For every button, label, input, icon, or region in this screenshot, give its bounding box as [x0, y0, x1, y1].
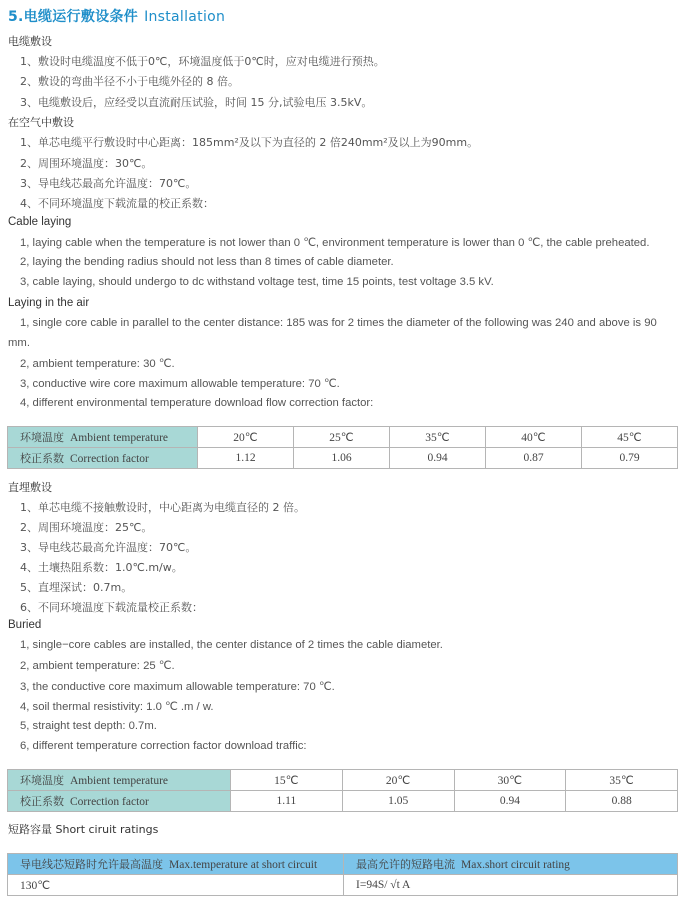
title-en: Installation	[144, 9, 226, 25]
list-item: 2, ambient temperature: 30 ℃.	[20, 358, 175, 370]
table-cell: 20℃	[342, 770, 454, 791]
list-item: 2, laying the bending radius should not less than 8 times of cable diameter.	[20, 256, 394, 268]
table-cell: 25℃	[294, 427, 390, 448]
list-item: 5, straight test depth: 0.7m.	[20, 720, 157, 732]
list-item: 3、电缆敷设后，应经受以直流耐压试验，时间 15 分,试验电压 3.5kV。	[20, 96, 373, 109]
title-zh: 5.电缆运行敷设条件	[8, 9, 139, 25]
table-header-cell: 最高允许的短路电流 Max.short circuit rating	[344, 854, 678, 875]
section-heading-buried-en: Buried	[8, 619, 42, 631]
table-cell: 1.11	[231, 791, 343, 812]
table-cell: I=94S/ √t A	[344, 875, 678, 896]
table-cell: 20℃	[198, 427, 294, 448]
list-item: 1, laying cable when the temperature is not lower than 0 ℃, environment temperature is lower than 0 ℃, the cable preheated.	[20, 237, 650, 249]
table-cell: 130℃	[8, 875, 344, 896]
list-item: 4, different environmental temperature download flow correction factor:	[20, 397, 374, 409]
table-cell: 1.05	[342, 791, 454, 812]
list-item: 1、单芯电缆不接触敷设时，中心距离为电缆直径的 2 倍。	[20, 501, 305, 514]
table-row	[8, 770, 678, 791]
list-item: 2, ambient temperature: 25 ℃.	[20, 660, 175, 672]
list-item: 1, single core cable in parallel to the center distance: 185 was for 2 times the diameter of the following was 240 and above is 90 mm.	[8, 317, 657, 349]
page-title	[8, 6, 225, 26]
correction-table-buried	[7, 769, 678, 812]
table-header-row	[8, 854, 678, 875]
list-item: 6, different temperature correction factor download traffic:	[20, 740, 307, 752]
table-cell: 0.87	[486, 448, 582, 469]
table-header-cell: 导电线芯短路时允许最高温度 Max.temperature at short circuit	[8, 854, 344, 875]
list-item: 4, soil thermal resistivity: 1.0 ℃ .m / w.	[20, 701, 214, 713]
list-item: 3、导电线芯最高允许温度：70℃。	[20, 541, 197, 554]
table-label-cell: 校正系数 Correction factor	[8, 448, 198, 469]
list-item: 2、敷设的弯曲半径不小于电缆外径的 8 倍。	[20, 75, 239, 88]
table-row	[8, 427, 678, 448]
section-heading-buried-zh: 直埋敷设	[8, 481, 52, 494]
table-cell: 0.94	[390, 448, 486, 469]
section-heading-cable-laying-zh: 电缆敷设	[8, 35, 52, 48]
table-cell: 30℃	[454, 770, 566, 791]
table-cell: 15℃	[231, 770, 343, 791]
list-item: 6、不同环境温度下载流量校正系数：	[20, 601, 203, 614]
table-label-cell: 环境温度 Ambient temperature	[8, 427, 198, 448]
list-item: 3, cable laying, should undergo to dc withstand voltage test, time 15 points, test voltage 3.5 kV.	[20, 276, 494, 288]
list-item: 3, conductive wire core maximum allowable temperature: 70 ℃.	[20, 378, 340, 390]
table-label-cell: 校正系数 Correction factor	[8, 791, 231, 812]
table-cell: 35℃	[390, 427, 486, 448]
list-item: 1、单芯电缆平行敷设时中心距离：185mm²及以下为直径的 2 倍240mm²及以上为90mm。	[20, 136, 479, 149]
section-heading-air-zh: 在空气中敷设	[8, 116, 74, 129]
table-cell: 1.06	[294, 448, 390, 469]
table-cell: 0.79	[582, 448, 678, 469]
list-item: 3、导电线芯最高允许温度：70℃。	[20, 177, 197, 190]
table-cell: 40℃	[486, 427, 582, 448]
table-label-cell: 环境温度 Ambient temperature	[8, 770, 231, 791]
list-item: 2、周围环境温度：30℃。	[20, 157, 153, 170]
correction-table-air	[7, 426, 678, 469]
table-cell: 1.12	[198, 448, 294, 469]
table-row	[8, 791, 678, 812]
table-cell: 45℃	[582, 427, 678, 448]
list-item: 1, single−core cables are installed, the center distance of 2 times the cable diameter.	[20, 639, 443, 651]
table-cell: 0.94	[454, 791, 566, 812]
section-heading-air-en: Laying in the air	[8, 297, 90, 309]
table-row	[8, 875, 678, 896]
table-cell: 0.88	[566, 791, 678, 812]
list-item: 1、敷设时电缆温度不低于0℃，环境温度低于0℃时，应对电缆进行预热。	[20, 55, 385, 68]
list-item: 2、周围环境温度：25℃。	[20, 521, 153, 534]
list-item: 3, the conductive core maximum allowable temperature: 70 ℃.	[20, 681, 335, 693]
list-item: 4、土壤热阻系数：1.0℃.m/w。	[20, 561, 183, 574]
section-heading-cable-laying-en: Cable laying	[8, 216, 72, 228]
short-circuit-table	[7, 853, 678, 896]
list-item: 5、直埋深试：0.7m。	[20, 581, 133, 594]
table-row	[8, 448, 678, 469]
section-heading-short-circuit: 短路容量 Short ciruit ratings	[8, 823, 159, 836]
table-cell: 35℃	[566, 770, 678, 791]
list-item: 4、不同环境温度下载流量的校正系数：	[20, 197, 214, 210]
